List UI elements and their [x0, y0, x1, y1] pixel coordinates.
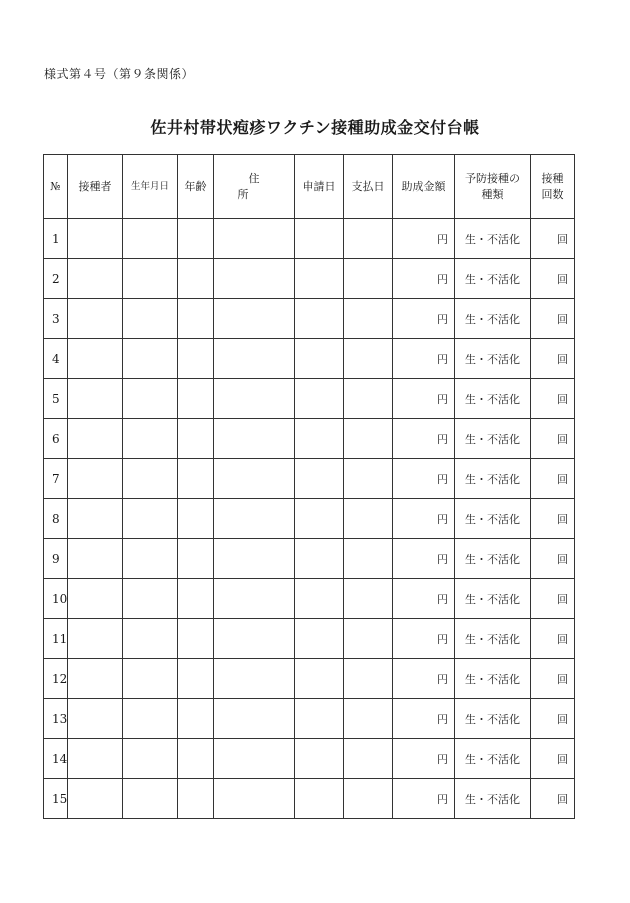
col-header-vaccine-type-line1: 予防接種の [465, 171, 520, 185]
address-cell[interactable] [214, 339, 295, 379]
address-cell[interactable] [214, 459, 295, 499]
age-cell[interactable] [178, 339, 214, 379]
recipient-cell[interactable] [68, 299, 123, 339]
row-number: 13 [44, 699, 68, 739]
birthdate-cell[interactable] [123, 299, 178, 339]
table-row [44, 419, 575, 459]
recipient-cell[interactable] [68, 219, 123, 259]
birthdate-cell[interactable] [123, 459, 178, 499]
birthdate-cell[interactable] [123, 419, 178, 459]
address-cell[interactable] [214, 619, 295, 659]
row-number: 8 [44, 499, 68, 539]
dose-count-cell[interactable]: 回 [531, 659, 575, 699]
application-date-cell[interactable] [295, 219, 344, 259]
dose-count-cell[interactable]: 回 [531, 299, 575, 339]
recipient-cell[interactable] [68, 379, 123, 419]
table-row [44, 499, 575, 539]
application-date-cell[interactable] [295, 659, 344, 699]
grant-amount-cell[interactable]: 円 [393, 619, 455, 659]
recipient-cell[interactable] [68, 659, 123, 699]
table-row [44, 779, 575, 819]
vaccine-type-cell[interactable]: 生・不活化 [455, 339, 531, 379]
table-header-row [44, 155, 575, 219]
col-header-age: 年齢 [178, 155, 214, 219]
dose-count-cell[interactable]: 回 [531, 459, 575, 499]
birthdate-cell[interactable] [123, 539, 178, 579]
grant-amount-cell[interactable]: 円 [393, 579, 455, 619]
birthdate-cell[interactable] [123, 219, 178, 259]
payment-date-cell[interactable] [344, 499, 393, 539]
col-header-vaccine-type [455, 155, 531, 219]
payment-date-cell[interactable] [344, 219, 393, 259]
payment-date-cell[interactable] [344, 379, 393, 419]
payment-date-cell[interactable] [344, 539, 393, 579]
application-date-cell[interactable] [295, 619, 344, 659]
age-cell[interactable] [178, 779, 214, 819]
address-cell[interactable] [214, 219, 295, 259]
grant-amount-cell[interactable]: 円 [393, 419, 455, 459]
recipient-cell[interactable] [68, 539, 123, 579]
ledger-table [43, 154, 575, 819]
row-number: 9 [44, 539, 68, 579]
age-cell[interactable] [178, 259, 214, 299]
table-row [44, 699, 575, 739]
recipient-cell[interactable] [68, 779, 123, 819]
col-header-doses-line1: 接種 [541, 171, 564, 185]
payment-date-cell[interactable] [344, 299, 393, 339]
row-number: 15 [44, 779, 68, 819]
address-cell[interactable] [214, 699, 295, 739]
payment-date-cell[interactable] [344, 259, 393, 299]
application-date-cell[interactable] [295, 379, 344, 419]
application-date-cell[interactable] [295, 259, 344, 299]
application-date-cell[interactable] [295, 579, 344, 619]
vaccine-type-cell[interactable]: 生・不活化 [455, 659, 531, 699]
birthdate-cell[interactable] [123, 339, 178, 379]
birthdate-cell[interactable] [123, 619, 178, 659]
grant-amount-cell[interactable]: 円 [393, 339, 455, 379]
address-cell[interactable] [214, 299, 295, 339]
vaccine-type-cell[interactable]: 生・不活化 [455, 619, 531, 659]
table-body [44, 219, 575, 819]
col-header-no: № [44, 155, 68, 219]
age-cell[interactable] [178, 299, 214, 339]
application-date-cell[interactable] [295, 499, 344, 539]
row-number: 10 [44, 579, 68, 619]
vaccine-type-cell[interactable]: 生・不活化 [455, 579, 531, 619]
dose-count-cell[interactable]: 回 [531, 539, 575, 579]
application-date-cell[interactable] [295, 459, 344, 499]
col-header-payment-date: 支払日 [344, 155, 393, 219]
vaccine-type-cell[interactable]: 生・不活化 [455, 779, 531, 819]
grant-amount-cell[interactable]: 円 [393, 379, 455, 419]
recipient-cell[interactable] [68, 459, 123, 499]
payment-date-cell[interactable] [344, 339, 393, 379]
dose-count-cell[interactable]: 回 [531, 339, 575, 379]
payment-date-cell[interactable] [344, 699, 393, 739]
application-date-cell[interactable] [295, 779, 344, 819]
col-header-birthdate: 生年月日 [123, 155, 178, 219]
grant-amount-cell[interactable]: 円 [393, 779, 455, 819]
vaccine-type-cell[interactable]: 生・不活化 [455, 419, 531, 459]
application-date-cell[interactable] [295, 419, 344, 459]
application-date-cell[interactable] [295, 539, 344, 579]
age-cell[interactable] [178, 699, 214, 739]
recipient-cell[interactable] [68, 699, 123, 739]
vaccine-type-cell[interactable]: 生・不活化 [455, 499, 531, 539]
grant-amount-cell[interactable]: 円 [393, 539, 455, 579]
age-cell[interactable] [178, 419, 214, 459]
age-cell[interactable] [178, 219, 214, 259]
birthdate-cell[interactable] [123, 499, 178, 539]
row-number: 4 [44, 339, 68, 379]
col-header-grant-amount: 助成金額 [393, 155, 455, 219]
age-cell[interactable] [178, 499, 214, 539]
grant-amount-cell[interactable]: 円 [393, 219, 455, 259]
dose-count-cell[interactable]: 回 [531, 699, 575, 739]
payment-date-cell[interactable] [344, 619, 393, 659]
table-row [44, 339, 575, 379]
payment-date-cell[interactable] [344, 779, 393, 819]
page-title: 佐井村帯状疱疹ワクチン接種助成金交付台帳 [150, 118, 480, 137]
address-cell[interactable] [214, 379, 295, 419]
row-number: 11 [44, 619, 68, 659]
age-cell[interactable] [178, 739, 214, 779]
col-header-address [214, 155, 295, 219]
age-cell[interactable] [178, 619, 214, 659]
col-header-recipient: 接種者 [68, 155, 123, 219]
birthdate-cell[interactable] [123, 779, 178, 819]
table-row [44, 579, 575, 619]
dose-count-cell[interactable]: 回 [531, 619, 575, 659]
application-date-cell[interactable] [295, 739, 344, 779]
age-cell[interactable] [178, 539, 214, 579]
col-header-doses-line2: 回数 [541, 187, 564, 201]
address-cell[interactable] [214, 779, 295, 819]
table-row [44, 219, 575, 259]
payment-date-cell[interactable] [344, 739, 393, 779]
age-cell[interactable] [178, 659, 214, 699]
recipient-cell[interactable] [68, 619, 123, 659]
address-cell[interactable] [214, 539, 295, 579]
table-row [44, 659, 575, 699]
vaccine-type-cell[interactable]: 生・不活化 [455, 539, 531, 579]
dose-count-cell[interactable]: 回 [531, 779, 575, 819]
table-row [44, 739, 575, 779]
payment-date-cell[interactable] [344, 579, 393, 619]
address-cell[interactable] [214, 659, 295, 699]
payment-date-cell[interactable] [344, 459, 393, 499]
form-number: 様式第４号（第９条関係） [44, 67, 195, 81]
application-date-cell[interactable] [295, 299, 344, 339]
age-cell[interactable] [178, 379, 214, 419]
recipient-cell[interactable] [68, 259, 123, 299]
age-cell[interactable] [178, 579, 214, 619]
grant-amount-cell[interactable]: 円 [393, 259, 455, 299]
row-number: 3 [44, 299, 68, 339]
address-cell[interactable] [214, 579, 295, 619]
dose-count-cell[interactable]: 回 [531, 499, 575, 539]
dose-count-cell[interactable]: 回 [531, 379, 575, 419]
grant-amount-cell[interactable]: 円 [393, 299, 455, 339]
recipient-cell[interactable] [68, 419, 123, 459]
address-cell[interactable] [214, 419, 295, 459]
address-cell[interactable] [214, 739, 295, 779]
vaccine-type-cell[interactable]: 生・不活化 [455, 379, 531, 419]
vaccine-type-cell[interactable]: 生・不活化 [455, 259, 531, 299]
vaccine-type-cell[interactable]: 生・不活化 [455, 299, 531, 339]
address-cell[interactable] [214, 259, 295, 299]
payment-date-cell[interactable] [344, 659, 393, 699]
col-header-vaccine-type-line2: 種類 [481, 187, 504, 201]
recipient-cell[interactable] [68, 579, 123, 619]
table-row [44, 619, 575, 659]
birthdate-cell[interactable] [123, 579, 178, 619]
row-number: 5 [44, 379, 68, 419]
dose-count-cell[interactable]: 回 [531, 259, 575, 299]
table-row [44, 459, 575, 499]
birthdate-cell[interactable] [123, 659, 178, 699]
row-number: 2 [44, 259, 68, 299]
grant-amount-cell[interactable]: 円 [393, 659, 455, 699]
birthdate-cell[interactable] [123, 259, 178, 299]
row-number: 14 [44, 739, 68, 779]
row-number: 6 [44, 419, 68, 459]
table-row [44, 299, 575, 339]
grant-amount-cell[interactable]: 円 [393, 499, 455, 539]
recipient-cell[interactable] [68, 499, 123, 539]
payment-date-cell[interactable] [344, 419, 393, 459]
vaccine-type-cell[interactable]: 生・不活化 [455, 459, 531, 499]
birthdate-cell[interactable] [123, 739, 178, 779]
table-row [44, 259, 575, 299]
row-number: 12 [44, 659, 68, 699]
col-header-doses [531, 155, 575, 219]
grant-amount-cell[interactable]: 円 [393, 459, 455, 499]
vaccine-type-cell[interactable]: 生・不活化 [455, 699, 531, 739]
address-cell[interactable] [214, 499, 295, 539]
dose-count-cell[interactable]: 回 [531, 219, 575, 259]
application-date-cell[interactable] [295, 339, 344, 379]
dose-count-cell[interactable]: 回 [531, 579, 575, 619]
dose-count-cell[interactable]: 回 [531, 419, 575, 459]
grant-amount-cell[interactable]: 円 [393, 699, 455, 739]
col-header-application-date: 申請日 [295, 155, 344, 219]
vaccine-type-cell[interactable]: 生・不活化 [455, 219, 531, 259]
row-number: 7 [44, 459, 68, 499]
birthdate-cell[interactable] [123, 379, 178, 419]
col-header-address-label: 住所 [237, 171, 282, 201]
table-row [44, 379, 575, 419]
grant-amount-cell[interactable]: 円 [393, 739, 455, 779]
table-row [44, 539, 575, 579]
vaccine-type-cell[interactable]: 生・不活化 [455, 739, 531, 779]
recipient-cell[interactable] [68, 339, 123, 379]
dose-count-cell[interactable]: 回 [531, 739, 575, 779]
row-number: 1 [44, 219, 68, 259]
birthdate-cell[interactable] [123, 699, 178, 739]
recipient-cell[interactable] [68, 739, 123, 779]
age-cell[interactable] [178, 459, 214, 499]
application-date-cell[interactable] [295, 699, 344, 739]
